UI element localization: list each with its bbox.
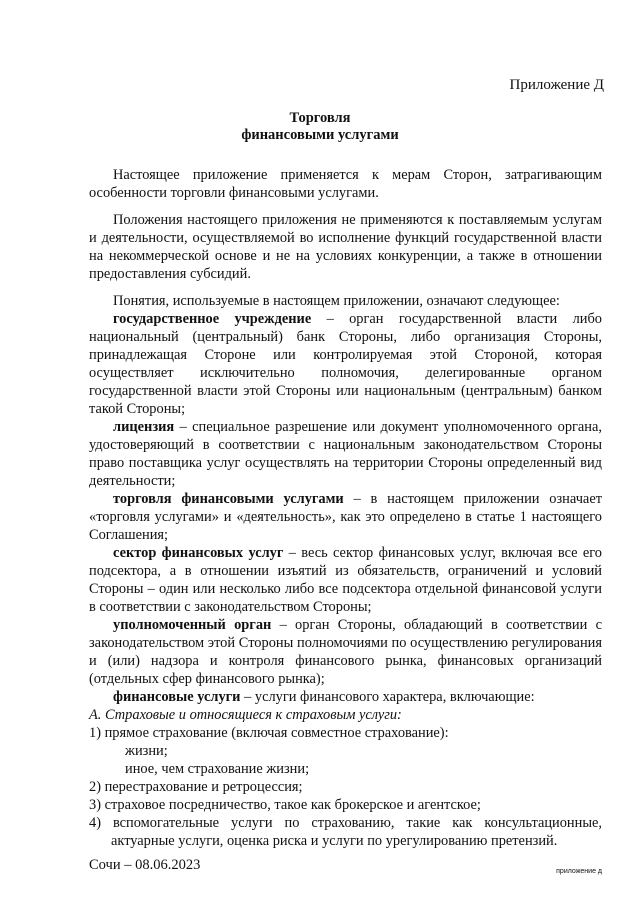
title-line-2: финансовыми услугами [241,127,399,143]
definition-term: государственное учреждение [113,311,312,327]
paragraph-definitions-intro: Понятия, используемые в настоящем приложении, означают следующее: [113,293,560,309]
list-item-1: 1) прямое страхование (включая совместное страхование): [89,725,449,741]
annex-label: Приложение Д [509,77,604,93]
definition-financial-sector [89,544,602,616]
definition-term: торговля финансовыми услугами [113,491,344,507]
definition-term: лицензия [113,419,175,435]
definition-text: – весь сектор финансовых услуг, включая все его подсектора, а в отношении изъятий из обязательств, ограничений и условий Стороны – один или несколько либо все подсектора отдельной финансовой услуги в соответствии с законодательством Стороны; [89,545,602,615]
definition-term: уполномоченный орган [113,617,272,633]
definition-text: – орган Стороны, обладающий в соответствии с законодательством этой Стороны полномочиями по осуществлению регулирования и (или) надзора и контроля финансового рынка, финансовых организаций (отдельных сфер финансового рынка); [89,617,602,687]
definition-term: сектор финансовых услуг [113,545,284,561]
list-item-4: 4) вспомогательные услуги по страхованию, такие как консультационные, актуарные услуги, оценка риска и услуги по урегулированию претензий. [89,815,602,849]
section-a-heading: А. Страховые и относящиеся к страховым услуги: [89,707,402,723]
definition-license [89,418,602,490]
title-line-1: Торговля [289,110,351,126]
definition-term: финансовые услуги [113,689,241,705]
paragraph-exclusions: Положения настоящего приложения не применяются к поставляемым услугам и деятельности, осуществляемой во исполнение функций государственной власти на некоммерческой основе и не на условиях конкуренции, а также в отношении предоставления субсидий. [89,212,602,282]
definition-authorized-body [89,616,602,688]
list-item-2: 2) перестрахование и ретроцессия; [89,779,303,795]
list-item-1-sub-1: жизни; [125,743,168,759]
definition-financial-services [89,688,602,706]
document-body [89,166,602,850]
definition-trade-financial-services [89,490,602,544]
list-item-1-sub-2: иное, чем страхование жизни; [125,761,310,777]
definition-text: – специальное разрешение или документ уполномоченного органа, удостоверяющий в соответствии с национальным законодательством Стороны право поставщика услуг осуществлять на территории Стороны определенный вид деятельности; [89,419,602,489]
page-title [0,110,640,144]
definition-government-entity [89,310,602,418]
list-item-3: 3) страховое посредничество, такое как брокерское и агентское; [89,797,481,813]
footer-place-date: Сочи – 08.06.2023 [89,857,201,873]
definition-text: – орган государственной власти либо национальный (центральный) банк Стороны, либо организация Стороны, принадлежащая Стороне или контролируемая этой Стороной, которая осуществляет исключительно полномочия, делегированные органом государственной власти этой Стороны или национальным (центральным) банком такой Стороны; [89,311,602,417]
definition-text: – услуги финансового характера, включающие: [240,689,535,705]
paragraph-scope: Настоящее приложение применяется к мерам Сторон, затрагивающим особенности торговли финансовыми услугами. [89,167,602,201]
definition-text: – в настоящем приложении означает «торговля услугами» и «деятельность», как это определено в статье 1 настоящего Соглашения; [89,491,602,543]
footer-annex-ref: приложение д [556,868,602,875]
